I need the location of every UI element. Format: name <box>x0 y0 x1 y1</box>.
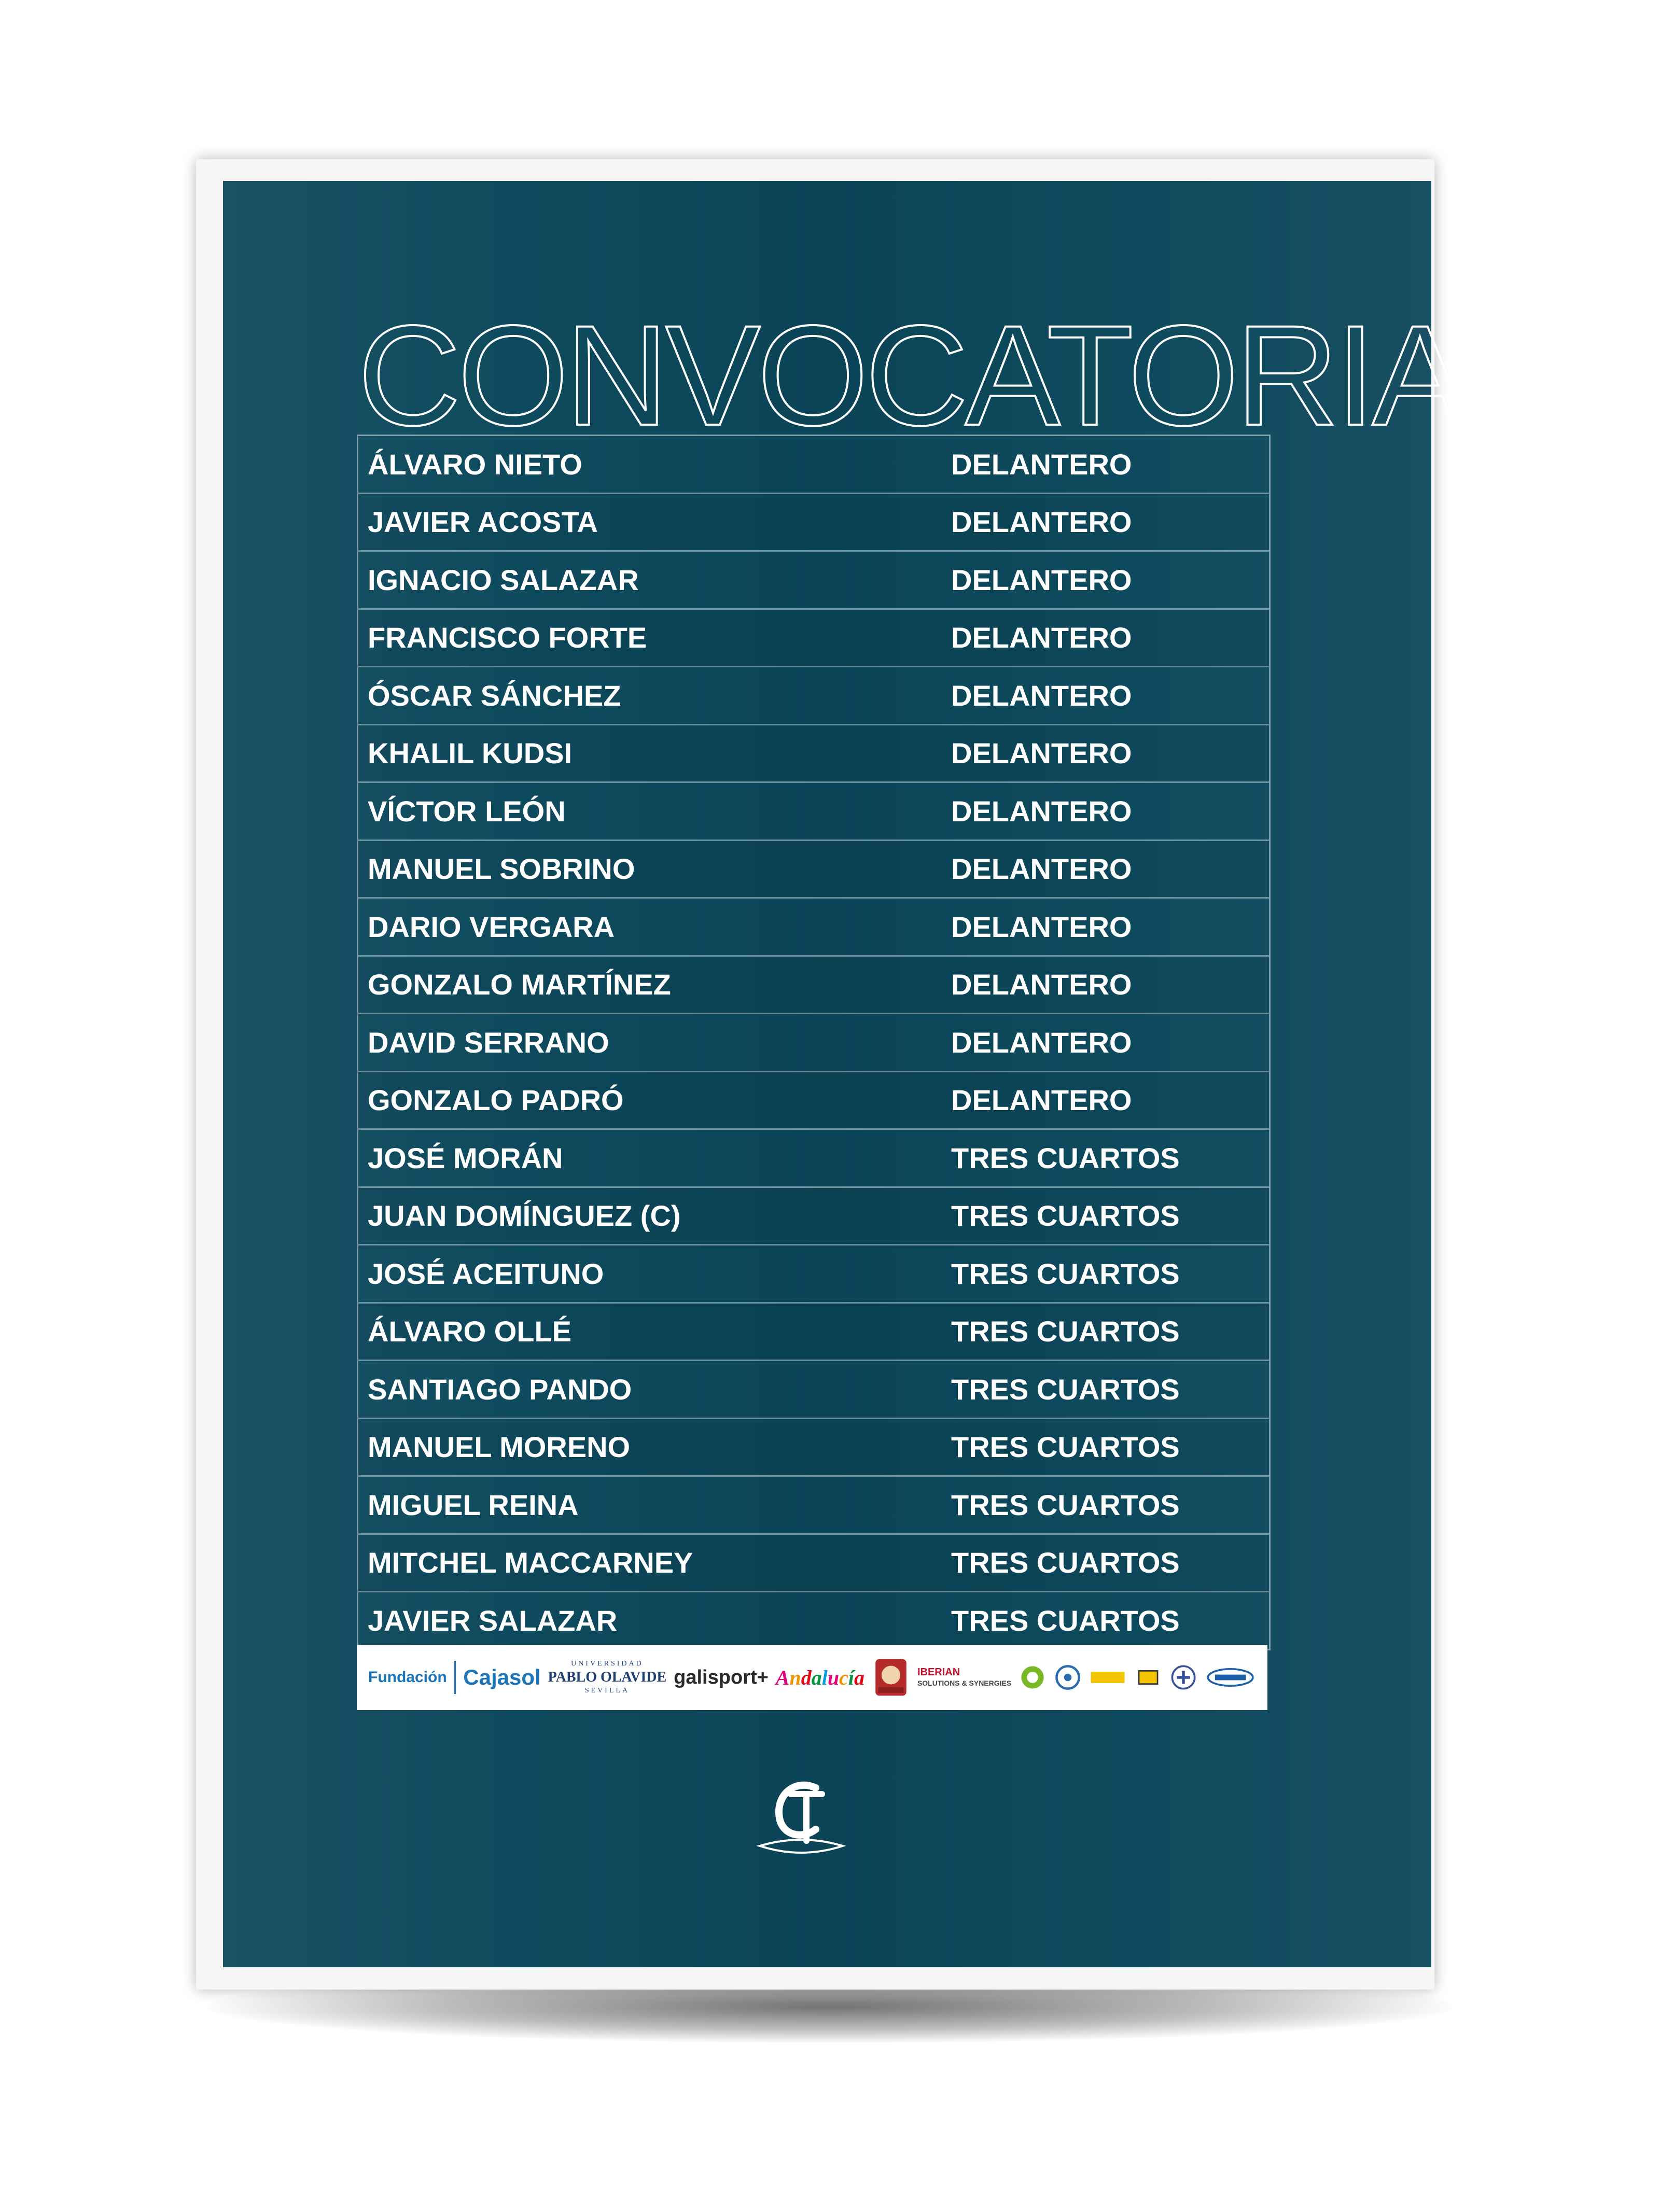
yellow-logo-icon <box>1134 1662 1162 1693</box>
player-name: SANTIAGO PANDO <box>368 1373 632 1406</box>
player-position: TRES CUARTOS <box>951 1141 1180 1174</box>
roster-row <box>358 899 1269 957</box>
sponsor-iberian-sub: SOLUTIONS & SYNERGIES <box>917 1679 1012 1687</box>
player-position: DELANTERO <box>951 794 1132 828</box>
club-crest-icon <box>755 1768 848 1861</box>
sponsor-fundacion: Fundación <box>368 1669 447 1686</box>
player-name: DARIO VERGARA <box>368 910 615 943</box>
roster-row <box>358 1072 1269 1130</box>
player-name: ÁLVARO NIETO <box>368 447 582 481</box>
roster-row <box>358 552 1269 610</box>
player-name: MIGUEL REINA <box>368 1488 579 1521</box>
player-name: JAVIER ACOSTA <box>368 506 598 539</box>
sponsor-upo <box>548 1657 666 1698</box>
sponsor-galisport: galisport+ <box>674 1666 769 1688</box>
player-position: TRES CUARTOS <box>951 1315 1180 1348</box>
sponsor-upo-top: UNIVERSIDAD <box>571 1660 644 1668</box>
player-position: DELANTERO <box>951 1026 1132 1059</box>
player-position: TRES CUARTOS <box>951 1604 1180 1637</box>
sponsor-cajasol: Cajasol <box>463 1665 541 1689</box>
player-position: TRES CUARTOS <box>951 1488 1180 1521</box>
player-name: MANUEL SOBRINO <box>368 852 635 886</box>
player-name: GONZALO MARTÍNEZ <box>368 968 671 1001</box>
player-name: KHALIL KUDSI <box>368 737 573 770</box>
player-position: DELANTERO <box>951 968 1132 1001</box>
sport-logo-icon <box>1205 1662 1256 1693</box>
player-name: MITCHEL MACCARNEY <box>368 1546 693 1579</box>
player-position: DELANTERO <box>951 679 1132 712</box>
player-position: DELANTERO <box>951 852 1132 886</box>
player-name: MANUEL MORENO <box>368 1431 631 1464</box>
blue-circle-logo-icon <box>1054 1662 1082 1693</box>
player-name: JOSÉ MORÁN <box>368 1141 563 1174</box>
roster-row <box>358 1188 1269 1246</box>
sponsor-andalucia: Andalucía <box>775 1665 864 1689</box>
sponsor-iberian-main: IBERIAN <box>917 1667 960 1678</box>
player-name: ÁLVARO OLLÉ <box>368 1315 572 1348</box>
player-name: JAVIER SALAZAR <box>368 1604 618 1637</box>
player-position: DELANTERO <box>951 1084 1132 1117</box>
sponsor-upo-sub: SEVILLA <box>584 1687 630 1695</box>
roster-row <box>358 1592 1269 1650</box>
roster-row <box>358 783 1269 841</box>
player-name: FRANCISCO FORTE <box>368 621 647 654</box>
player-position: TRES CUARTOS <box>951 1199 1180 1233</box>
player-name: DAVID SERRANO <box>368 1026 609 1059</box>
roster-row <box>358 841 1269 899</box>
player-position: DELANTERO <box>951 506 1132 539</box>
municipal-logo-icon <box>1089 1662 1126 1693</box>
green-logo-icon <box>1019 1662 1047 1693</box>
player-position: DELANTERO <box>951 737 1132 770</box>
player-name: IGNACIO SALAZAR <box>368 563 639 596</box>
player-name: GONZALO PADRÓ <box>368 1084 624 1117</box>
roster-row <box>358 725 1269 783</box>
player-position: DELANTERO <box>951 563 1132 596</box>
roster-row <box>358 1361 1269 1419</box>
player-position: TRES CUARTOS <box>951 1257 1180 1290</box>
player-name: VÍCTOR LEÓN <box>368 794 566 828</box>
player-position: DELANTERO <box>951 621 1132 654</box>
sponsor-strip <box>357 1645 1267 1710</box>
roster-row <box>358 1304 1269 1362</box>
roster-row <box>358 1477 1269 1535</box>
medical-logo-icon <box>1169 1662 1197 1693</box>
player-position: TRES CUARTOS <box>951 1373 1180 1406</box>
roster-row <box>358 957 1269 1015</box>
player-name: ÓSCAR SÁNCHEZ <box>368 679 621 712</box>
roster-table <box>357 435 1271 1650</box>
roster-row <box>358 1130 1269 1188</box>
player-position: TRES CUARTOS <box>951 1431 1180 1464</box>
player-position: TRES CUARTOS <box>951 1546 1180 1579</box>
player-position: DELANTERO <box>951 447 1132 481</box>
roster-row <box>358 1245 1269 1304</box>
seal-icon <box>872 1654 910 1701</box>
roster-row <box>358 494 1269 552</box>
player-name: JUAN DOMÍNGUEZ (C) <box>368 1199 681 1233</box>
sponsor-upo-main: PABLO OLAVIDE <box>548 1669 667 1685</box>
player-position: DELANTERO <box>951 910 1132 943</box>
sponsor-iberian <box>917 1667 1011 1688</box>
roster-row <box>358 667 1269 725</box>
roster-row <box>358 1419 1269 1477</box>
roster-row <box>358 436 1269 494</box>
roster-row <box>358 1014 1269 1072</box>
roster-row <box>358 1535 1269 1593</box>
poster-title: CONVOCATORIA <box>358 296 1464 455</box>
roster-row <box>358 610 1269 668</box>
sponsor-divider <box>454 1661 456 1694</box>
player-name: JOSÉ ACEITUNO <box>368 1257 604 1290</box>
